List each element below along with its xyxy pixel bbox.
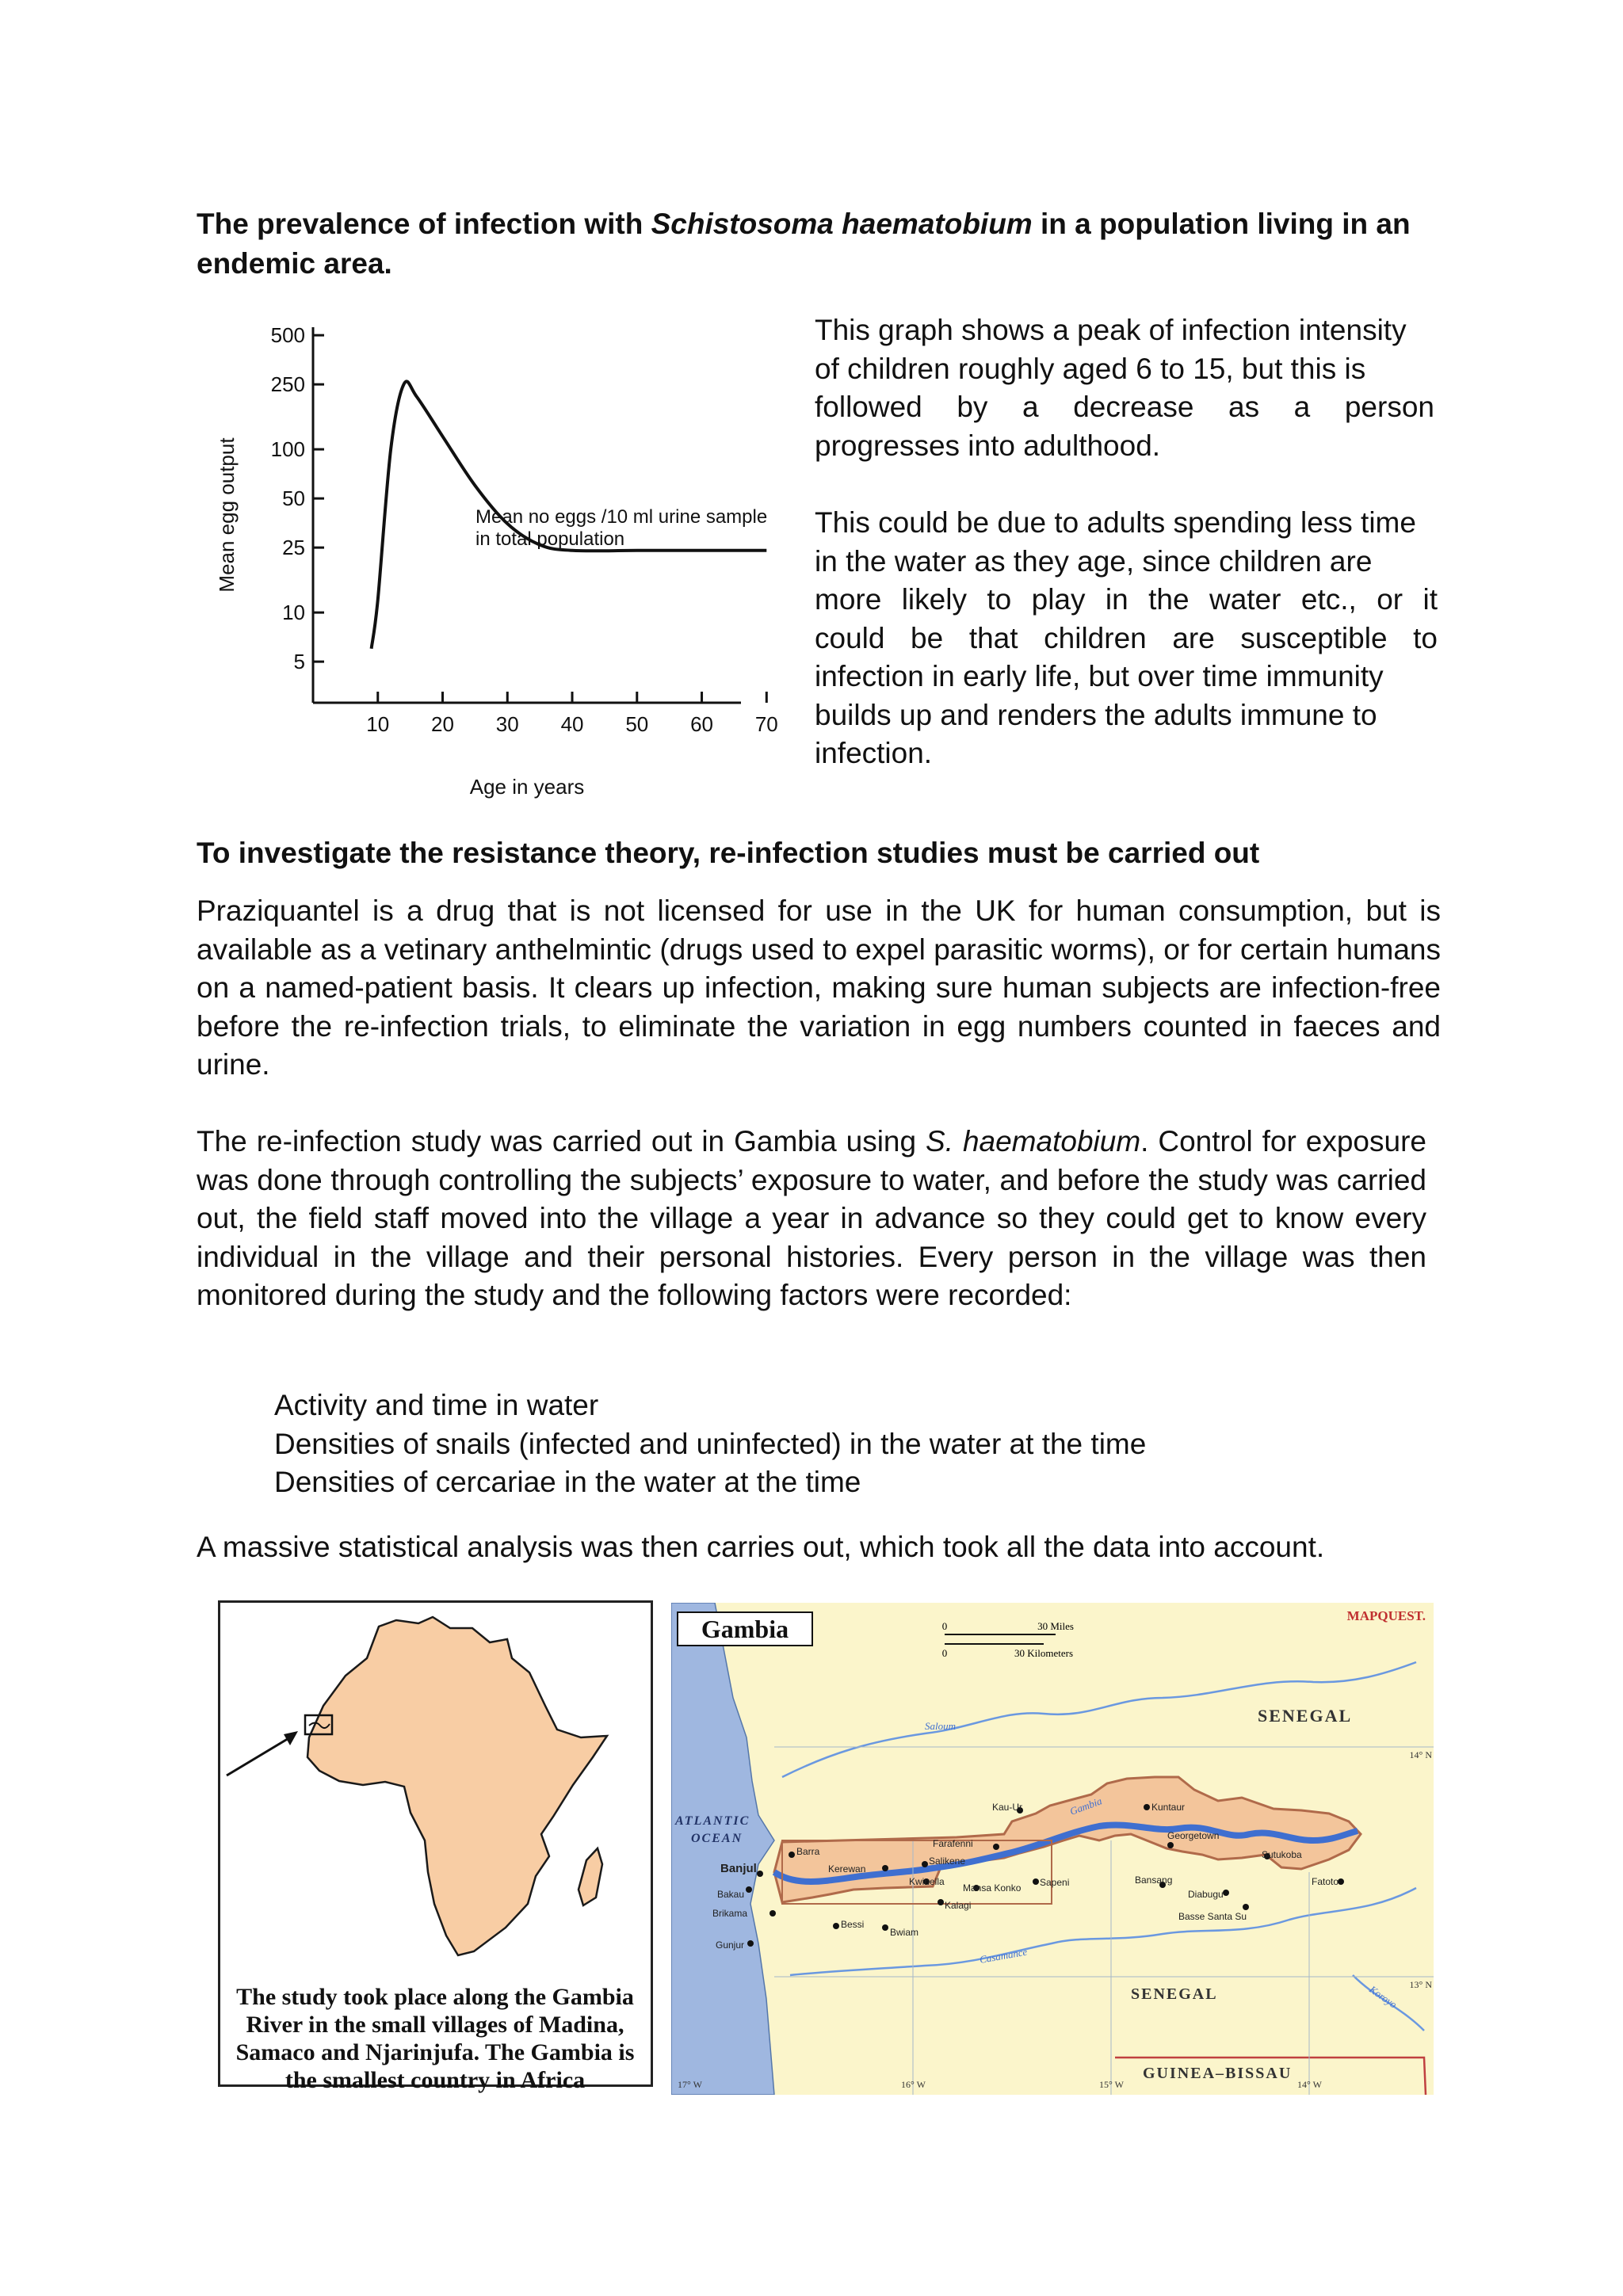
basse-marker	[1243, 1904, 1249, 1910]
kwinella-label: Kwinella	[909, 1876, 945, 1887]
gunjur-marker	[747, 1940, 754, 1947]
immunity-line: in the water as they age, since children are	[815, 544, 1373, 578]
lon-15-label: 15° W	[1099, 2079, 1124, 2090]
scale-miles-label: 30 Miles	[1037, 1620, 1074, 1632]
graph-description-line: progresses into adulthood.	[815, 429, 1161, 462]
salikene-marker	[922, 1861, 928, 1867]
sapeni-label: Sapeni	[1040, 1877, 1070, 1888]
title-part2: in a population living in an endemic area.	[197, 208, 1411, 280]
map-brand: MAPQUEST.	[1346, 1608, 1426, 1623]
ocean-label-2: OCEAN	[691, 1832, 743, 1845]
ocean-label-1: ATLANTIC	[675, 1814, 750, 1828]
gambia-river-label: Gambia	[1067, 1794, 1104, 1817]
x-tick-label: 30	[495, 712, 519, 736]
y-tick-label: 250	[270, 372, 305, 397]
title-part1: The prevalence of infection with	[197, 208, 651, 240]
bessi-marker	[833, 1923, 839, 1929]
graph-description-line: of children roughly aged 6 to 15, but this is	[815, 352, 1366, 385]
africa-map-frame	[218, 1600, 653, 2093]
africa-continent	[307, 1617, 607, 1955]
kuntaur-label: Kuntaur	[1151, 1802, 1186, 1813]
immunity-line: infection.	[815, 737, 933, 769]
lat-13-label: 13° N	[1409, 1979, 1432, 1990]
series-annotation-line1: Mean no eggs /10 ml urine sample	[475, 506, 768, 528]
bwiam-marker	[882, 1924, 888, 1931]
sapeni-marker	[1033, 1878, 1039, 1885]
y-axis-label: Mean egg output	[215, 437, 239, 593]
fatoto-label: Fatoto	[1312, 1876, 1339, 1887]
y-tick-label: 10	[282, 601, 305, 625]
kerewan-label: Kerewan	[828, 1863, 866, 1875]
reinfection-text-a: The re-infection study was carried out in Gambia using	[197, 1125, 926, 1158]
x-axis-label: Age in years	[469, 775, 585, 799]
georgetown-label: Georgetown	[1167, 1830, 1220, 1841]
immunity-line: builds up and renders the adults immune to	[815, 698, 1377, 731]
factor-item: Activity and time in water	[274, 1389, 599, 1421]
kerewan-marker	[882, 1865, 888, 1871]
x-tick-label: 60	[690, 712, 714, 736]
y-tick-label: 5	[293, 650, 305, 674]
x-tick-label: 40	[560, 712, 584, 736]
praziquantel-paragraph: Praziquantel is a drug that is not licensed for use in the UK for human consumption, but is available as a vetinary anthelmintic (drugs used to expel parasitic worms), or for certain humans on a named-patient basis. It clears up infection, making sure human subjects are infection-free before the re-infection trials, to eliminate the variation in egg numbers counted in faeces and urine.	[197, 894, 1441, 1081]
factor-item: Densities of cercariae in the water at the time	[274, 1466, 861, 1498]
y-tick-label: 50	[282, 486, 305, 511]
locator-arrow-line	[227, 1737, 290, 1775]
banjul-label: Banjul	[720, 1862, 757, 1875]
bakau-marker	[746, 1886, 752, 1893]
brikama-marker	[769, 1910, 776, 1917]
bwiam-label: Bwiam	[890, 1927, 919, 1938]
graph-description-line: followed by a decrease as a person	[815, 391, 1434, 423]
scale-zero-miles: 0	[941, 1620, 948, 1632]
salikene-label: Salikene	[929, 1855, 966, 1867]
map-title: Gambia	[701, 1615, 789, 1643]
bansang-label: Bansang	[1135, 1875, 1173, 1886]
sutukoba-label: Sutukoba	[1262, 1849, 1302, 1860]
koroyo-river-label: Koroyo	[1367, 1983, 1400, 2011]
y-tick-label: 25	[282, 536, 305, 560]
series-annotation-line2: in total population	[475, 528, 625, 550]
lon-17-label: 17° W	[678, 2079, 702, 2090]
scale-zero-km: 0	[941, 1647, 948, 1659]
guinea-bissau-label: GUINEA–BISSAU	[1143, 2065, 1293, 2082]
diabugu-label: Diabugu	[1188, 1889, 1224, 1900]
scale-km-label: 30 Kilometers	[1014, 1647, 1074, 1659]
gunjur-label: Gunjur	[716, 1939, 745, 1951]
reinfection-species: S. haematobium	[926, 1125, 1141, 1158]
senegal-north-label: SENEGAL	[1258, 1706, 1353, 1726]
barra-marker	[789, 1852, 795, 1858]
immunity-line: infection in early life, but over time immunity	[815, 660, 1384, 692]
factors-list	[274, 1386, 1384, 1502]
x-tick-label: 50	[625, 712, 649, 736]
kalagi-label: Kalagi	[945, 1900, 972, 1911]
senegal-south-label: SENEGAL	[1131, 1985, 1218, 2003]
georgetown-marker	[1167, 1842, 1174, 1848]
farafenni-label: Farafenni	[933, 1838, 973, 1849]
barra-label: Barra	[796, 1846, 820, 1857]
gambia-map	[671, 1603, 1434, 2095]
saloum-river-label: Saloum	[925, 1720, 956, 1732]
lat-14-label: 14° N	[1409, 1749, 1432, 1760]
y-tick-label: 100	[270, 437, 305, 462]
reinfection-paragraph	[197, 1123, 1426, 1315]
bessi-label: Bessi	[841, 1919, 865, 1930]
document-title	[197, 204, 1441, 284]
kalagi-marker	[938, 1899, 944, 1905]
graph-description	[815, 311, 1434, 465]
bakau-label: Bakau	[717, 1889, 745, 1900]
diabugu-marker	[1223, 1890, 1229, 1896]
analysis-paragraph: A massive statistical analysis was then carries out, which took all the data into account.	[197, 1531, 1325, 1563]
immunity-description	[815, 504, 1438, 773]
kuntaur-marker	[1144, 1804, 1150, 1810]
factor-item: Densities of snails (infected and uninfected) in the water at the time	[274, 1427, 1147, 1460]
y-tick-label: 500	[270, 323, 305, 348]
madagascar-island	[579, 1848, 602, 1905]
immunity-line: more likely to play in the water etc., or it	[815, 583, 1438, 616]
locator-arrow-head	[284, 1731, 298, 1745]
kau-ur-label: Kau-Ur	[992, 1802, 1023, 1813]
casamance-river-label: Casamance	[978, 1945, 1029, 1966]
lon-16-label: 16° W	[901, 2079, 926, 2090]
africa-map-caption: The study took place along the Gambia River in the small villages of Madina, Samaco and Njarinjufa. The Gambia is the smallest country in Africa	[235, 1984, 635, 2093]
x-tick-label: 20	[431, 712, 454, 736]
lon-14-label: 14° W	[1297, 2079, 1322, 2090]
immunity-line: This could be due to adults spending less time	[815, 506, 1416, 539]
banjul-marker	[757, 1871, 763, 1877]
x-tick-label: 10	[366, 712, 390, 736]
fatoto-marker	[1338, 1878, 1344, 1885]
farafenni-marker	[993, 1844, 999, 1850]
mansa-konko-label: Mansa Konko	[963, 1882, 1022, 1894]
reinfection-text-b: . Control for exposure was done through controlling the subjects’ exposure to water, and before the study was carried out, the field staff moved into the village a year in advance so they could get to know every individual in the village and their personal histories. Every person in the village was then monitored during the study and the following factors were recorded:	[197, 1125, 1426, 1311]
egg-output-chart	[202, 305, 804, 812]
basse-label: Basse Santa Su	[1178, 1911, 1247, 1922]
africa-map	[220, 1603, 651, 1975]
brikama-label: Brikama	[712, 1908, 748, 1919]
section-heading: To investigate the resistance theory, re-infection studies must be carried out	[197, 837, 1260, 869]
graph-description-line: This graph shows a peak of infection intensity	[815, 314, 1407, 346]
immunity-line: could be that children are susceptible to	[815, 621, 1438, 654]
title-species: Schistosoma haematobium	[651, 208, 1033, 240]
x-tick-label: 70	[754, 712, 778, 736]
